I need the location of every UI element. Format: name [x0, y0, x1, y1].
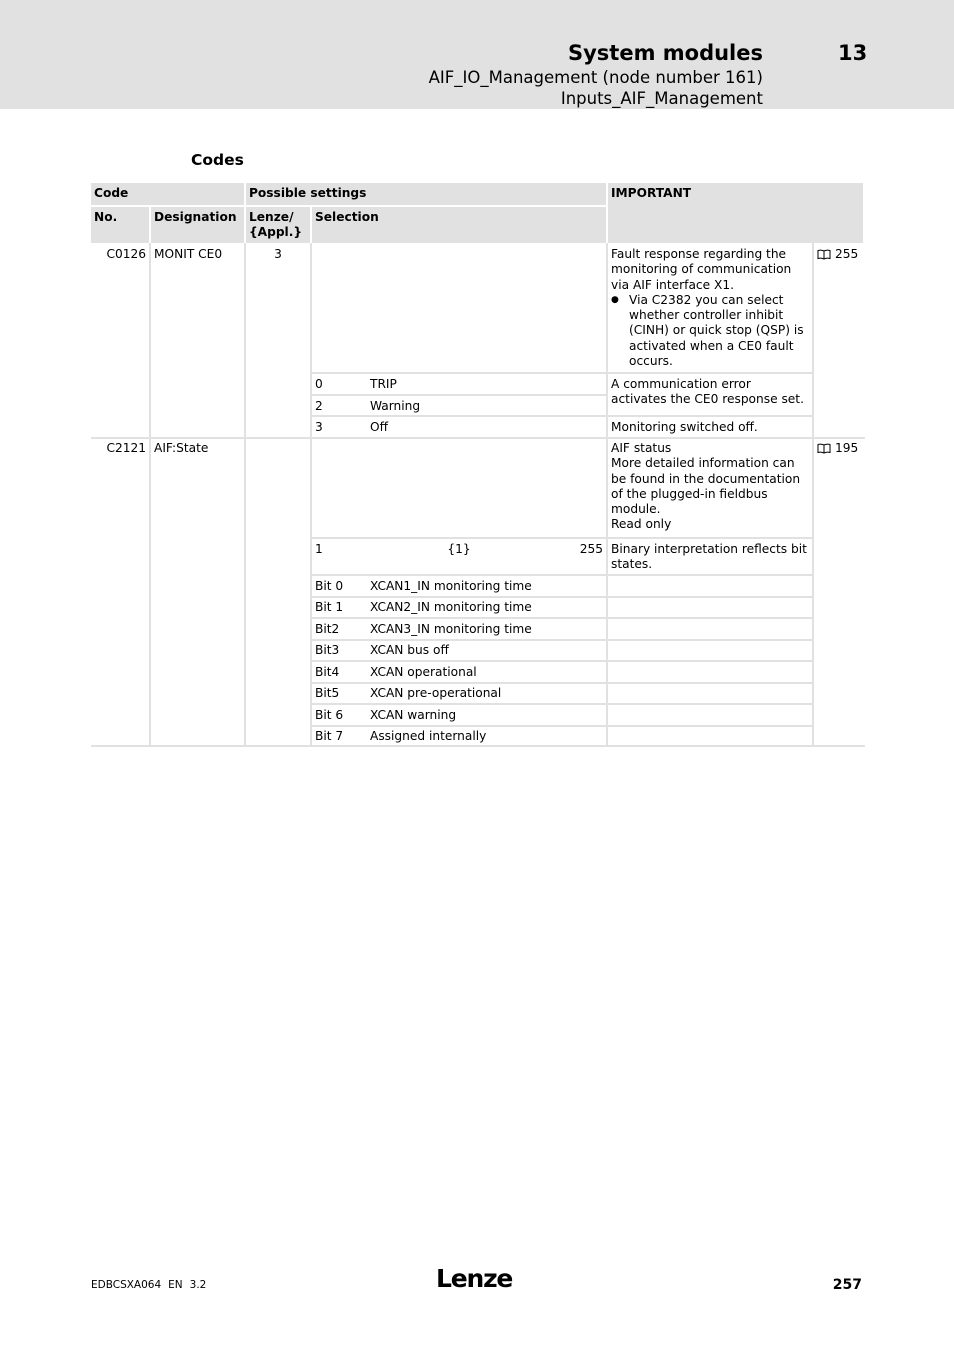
lenze-logo: Lenze [436, 1264, 513, 1293]
book-icon [817, 443, 831, 454]
reference-page: 195 [835, 441, 859, 455]
page-reference[interactable] [814, 438, 865, 458]
bullet-icon: ● [611, 294, 619, 305]
option-label: Warning [370, 399, 421, 413]
page-subtitle: AIF_IO_Management (node number 161) [428, 68, 763, 87]
range-max: 255 [579, 542, 603, 556]
page-header-band [0, 0, 954, 109]
doc-language: EN [168, 1279, 183, 1291]
option-note: A communication error activates the CE0 response set. [611, 377, 804, 407]
header-important: IMPORTANT [608, 183, 863, 243]
bit-number: Bit 1 [315, 600, 344, 614]
range-note: Binary interpretation reflects bit states. [611, 542, 807, 572]
bit-number: Bit3 [315, 643, 340, 657]
footer-doc-info [91, 1279, 213, 1291]
option-label: TRIP [370, 377, 397, 391]
row-rule [91, 745, 865, 747]
important-note [608, 438, 812, 537]
code-no: C0126 [106, 247, 146, 261]
option-value: 3 [315, 420, 323, 434]
bit-number: Bit 6 [315, 708, 344, 722]
header-selection: Selection [312, 207, 606, 243]
column-rule [812, 243, 814, 746]
header-no: No. [91, 207, 149, 243]
chapter-number: 13 [838, 41, 868, 65]
bit-number: Bit4 [315, 665, 340, 679]
bit-label: XCAN2_IN monitoring time [370, 600, 532, 614]
range-default: {1} [447, 542, 471, 556]
code-designation: MONIT CE0 [154, 247, 223, 261]
bullet-item [611, 293, 809, 369]
bit-number: Bit 0 [315, 579, 344, 593]
code-lenze-value: 3 [274, 247, 282, 261]
bit-number: Bit2 [315, 622, 340, 636]
bit-label: XCAN operational [370, 665, 477, 679]
page-title: System modules [567, 41, 763, 65]
bullet-text: Via C2382 you can select whether controller inhibit (CINH) or quick stop (QSP) is activated when a CE0 fault occurs. [629, 292, 804, 369]
page-subtitle-2: Inputs_AIF_Management [560, 89, 763, 108]
header-possible-settings: Possible settings [246, 183, 606, 205]
page-number: 257 [832, 1277, 862, 1293]
code-designation: AIF:State [154, 441, 209, 455]
section-title: Codes [191, 151, 244, 169]
important-note [608, 244, 812, 372]
column-rule [149, 243, 151, 746]
page-reference[interactable] [814, 244, 865, 264]
important-line: More detailed information can be found in the documentation of the plugged-in fieldbus module. [611, 456, 801, 517]
option-value: 2 [315, 399, 323, 413]
doc-id: EDBCSXA064 [91, 1279, 162, 1291]
bit-label: XCAN1_IN monitoring time [370, 579, 532, 593]
bit-number: Bit 7 [315, 729, 344, 743]
header-designation: Designation [151, 207, 244, 243]
option-label: Off [370, 420, 388, 434]
book-icon [817, 249, 831, 260]
bit-label: Assigned internally [370, 729, 487, 743]
reference-page: 255 [835, 247, 859, 261]
bit-number: Bit5 [315, 686, 340, 700]
code-no: C2121 [106, 441, 146, 455]
doc-version: 3.2 [189, 1279, 207, 1291]
range-min: 1 [315, 542, 323, 556]
bit-label: XCAN bus off [370, 643, 449, 657]
header-code: Code [91, 183, 244, 205]
bit-label: XCAN warning [370, 708, 457, 722]
column-rule [244, 243, 246, 746]
option-value: 0 [315, 377, 323, 391]
bit-label: XCAN3_IN monitoring time [370, 622, 532, 636]
option-note: Monitoring switched off. [611, 420, 758, 434]
bit-label: XCAN pre-operational [370, 686, 502, 700]
important-line: Read only [611, 517, 672, 532]
header-lenze-appl: Lenze/ {Appl.} [246, 207, 310, 243]
important-text: Fault response regarding the monitoring of communication via AIF interface X1. [611, 247, 792, 292]
important-line: AIF status [611, 441, 672, 455]
